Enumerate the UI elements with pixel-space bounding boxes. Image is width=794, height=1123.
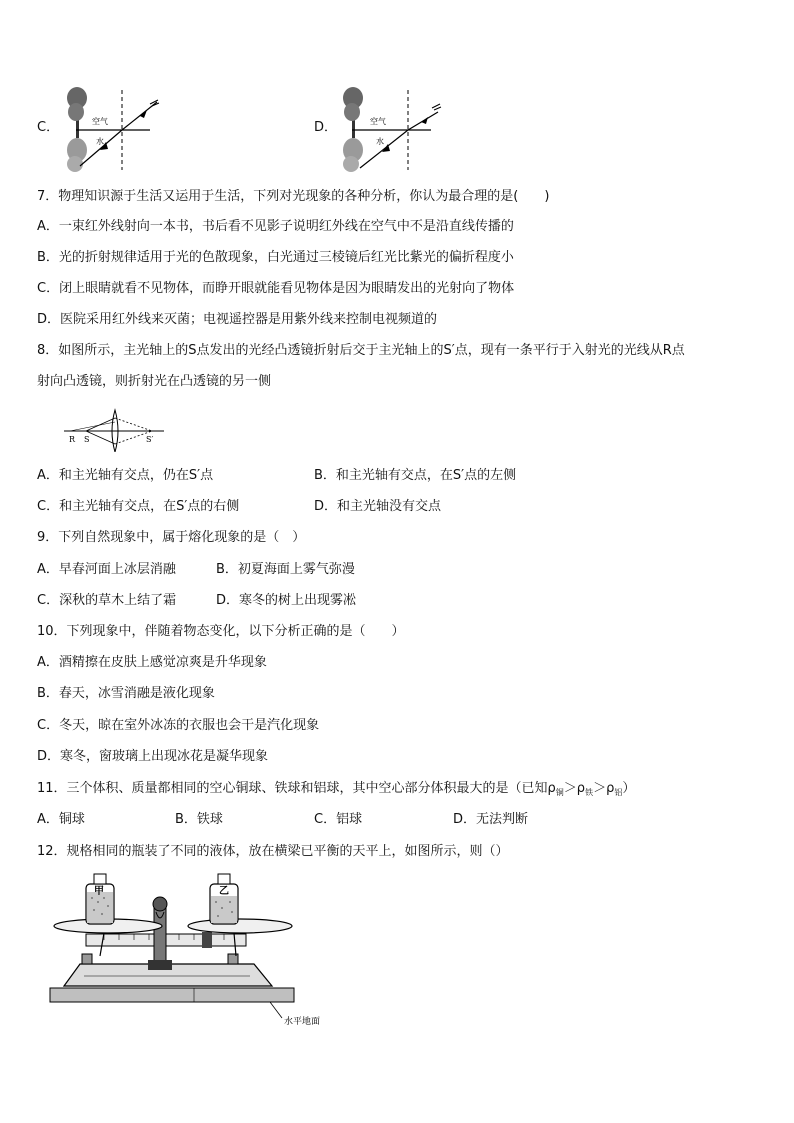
q9-option-b: B．初夏海面上雾气弥漫: [216, 562, 355, 577]
point-s-label: S: [84, 435, 90, 444]
q7-option-d: D．医院采用红外线来灭菌；电视遥控器是用紫外线来控制电视频道的: [37, 312, 438, 327]
q9-stem: 9．下列自然现象中，属于熔化现象的是（ ）: [37, 530, 306, 545]
q10-option-b: B．春天，冰雪消融是液化现象: [37, 686, 215, 701]
q11-option-d: D．无法判断: [453, 812, 529, 827]
q11-option-a: A．铜球: [37, 812, 85, 827]
q8-stem-line2: 射向凸透镜，则折射光在凸透镜的另一侧: [37, 374, 272, 389]
air-label-c: 空气: [92, 117, 108, 126]
refraction-figure-c: [60, 84, 160, 174]
q11-option-c: C．铝球: [314, 812, 363, 827]
q9-option-c: C．深秋的草木上结了霜: [37, 593, 177, 608]
q8-option-d: D．和主光轴没有交点: [314, 499, 442, 514]
q8-option-a: A．和主光轴有交点，仍在S′点: [37, 468, 214, 483]
bottle-yi-icon: [210, 874, 238, 924]
water-label-c: 水: [96, 137, 104, 146]
q8-option-b: B．和主光轴有交点，在S′点的左侧: [314, 468, 517, 483]
q10-option-a: A．酒精擦在皮肤上感觉凉爽是升华现象: [37, 655, 267, 670]
bottle-yi-label: 乙: [219, 886, 229, 897]
point-r-label: R: [69, 435, 76, 444]
q10-stem: 10．下列现象中，伴随着物态变化，以下分析正确的是（ ）: [37, 624, 405, 639]
bottle-jia-label: 甲: [94, 886, 104, 897]
q11-option-b: B．铁球: [175, 812, 223, 827]
point-s-prime-label: S′: [146, 435, 154, 444]
q7-option-a: A．一束红外线射向一本书，书后看不见影子说明红外线在空气中不是沿直线传播的: [37, 219, 514, 234]
ground-label: 水平地面: [284, 1017, 321, 1027]
balance-scale-figure: [44, 868, 344, 1033]
q9-option-a: A．早春河面上冰层消融: [37, 562, 176, 577]
q11-stem: 11．三个体积、质量都相同的空心铜球、铁球和铝球，其中空心部分体积最大的是（已知$\rho_铜>\rho_铁>\rho_铝$）: [37, 781, 636, 797]
refraction-figure-d: [336, 84, 446, 174]
convex-lens-figure: [60, 404, 170, 452]
bottle-jia-icon: [86, 874, 114, 924]
air-label-d: 空气: [370, 117, 386, 126]
q12-stem: 12．规格相同的瓶装了不同的液体，放在横梁已平衡的天平上，如图所示，则（）: [37, 844, 509, 859]
q7-option-c: C．闭上眼睛就看不见物体，而睁开眼就能看见物体是因为眼睛发出的光射向了物体: [37, 281, 515, 296]
q10-option-c: C．冬天，晾在室外冰冻的衣服也会干是汽化现象: [37, 718, 320, 733]
q10-option-d: D．寒冬，窗玻璃上出现冰花是凝华现象: [37, 749, 269, 764]
q7-option-b: B．光的折射规律适用于光的色散现象，白光通过三棱镜后红光比紫光的偏折程度小: [37, 250, 514, 265]
option-d-label: D．: [314, 120, 338, 135]
option-c-label: C．: [37, 120, 60, 135]
q9-option-d: D．寒冬的树上出现雾凇: [216, 593, 357, 608]
q8-stem-line1: 8．如图所示，主光轴上的S点发出的光经凸透镜折射后交于主光轴上的S′点，现有一条平行于入射光的光线从R点: [37, 343, 685, 358]
q8-option-c: C．和主光轴有交点，在S′点的右侧: [37, 499, 240, 514]
water-label-d: 水: [376, 137, 384, 146]
q7-stem: 7．物理知识源于生活又运用于生活，下列对光现象的各种分析，你认为最合理的是( ): [37, 189, 550, 204]
